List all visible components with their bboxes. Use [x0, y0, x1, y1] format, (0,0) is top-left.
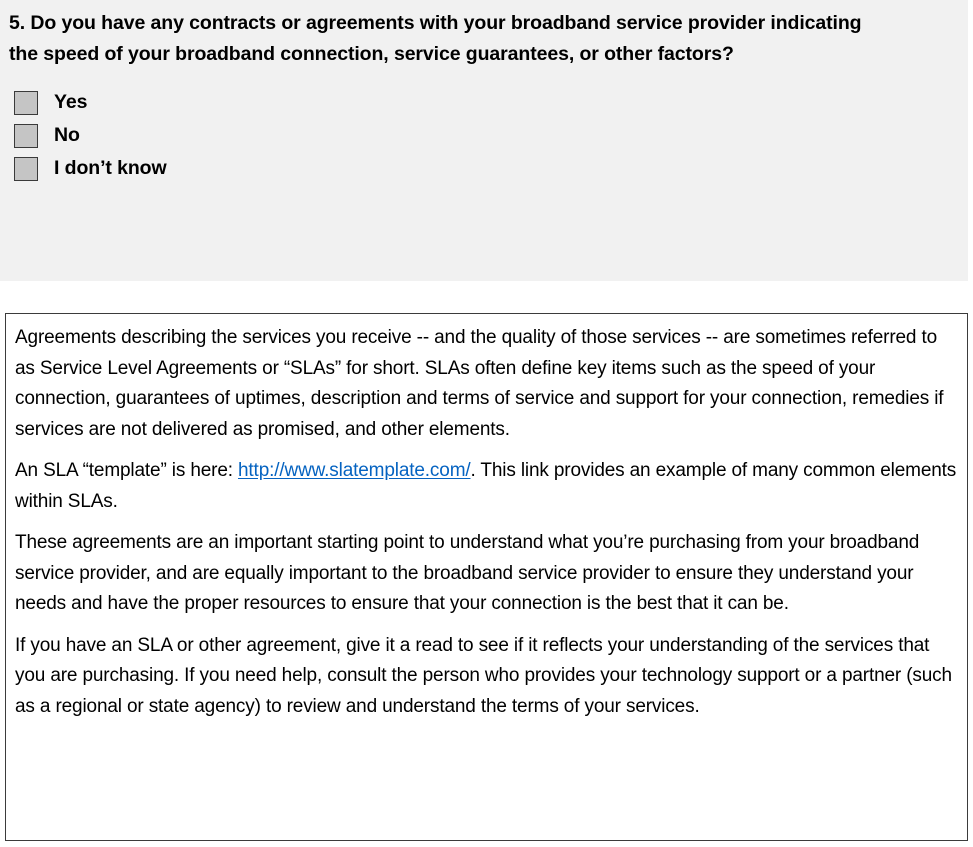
question-panel [0, 0, 968, 281]
option-row-i-dont-know[interactable] [9, 152, 956, 185]
info-paragraph-advice: If you have an SLA or other agreement, give it a read to see if it reflects your understanding of the services that you are purchasing. If you need help, consult the person who provides your technology support or a partner (such as a regional or state agency) to review and understand the terms of your services. [15, 634, 952, 717]
checkbox-yes[interactable] [14, 91, 38, 115]
sla-template-link[interactable]: http://www.slatemplate.com/ [238, 460, 471, 481]
option-row-no[interactable] [9, 119, 956, 152]
option-label-no: No [54, 123, 80, 146]
info-paragraph-sla-definition: Agreements describing the services you receive -- and the quality of those services -- are sometimes referred to as Service Level Agreements or “SLAs” for short. SLAs often define key items such as the speed of your connection, guarantees of uptimes, description and terms of service and support for your connection, remedies if services are not delivered as promised, and other elements. [15, 327, 944, 440]
answer-options-group [9, 86, 956, 185]
info-box [5, 313, 968, 841]
checkbox-i-dont-know[interactable] [14, 157, 38, 181]
option-label-i-dont-know: I don’t know [54, 156, 167, 179]
info-paragraph-template-link [15, 456, 960, 517]
question-text: 5. Do you have any contracts or agreements with your broadband service provider indicating the speed of your broadband connection, service guarantees, or other factors? [9, 12, 862, 65]
option-row-yes[interactable] [9, 86, 956, 119]
link-paragraph-suffix: . This link provides an example of many common elements within SLAs. [15, 460, 957, 512]
option-label-yes: Yes [54, 90, 88, 113]
info-paragraph-importance: These agreements are an important starting point to understand what you’re purchasing from your broadband service provider, and are equally important to the broadband service provider to ensure they understand your needs and have the proper resources to ensure that your connection is the best that it can be. [15, 532, 920, 614]
checkbox-no[interactable] [14, 124, 38, 148]
link-paragraph-prefix: An SLA “template” is here: [15, 460, 239, 481]
